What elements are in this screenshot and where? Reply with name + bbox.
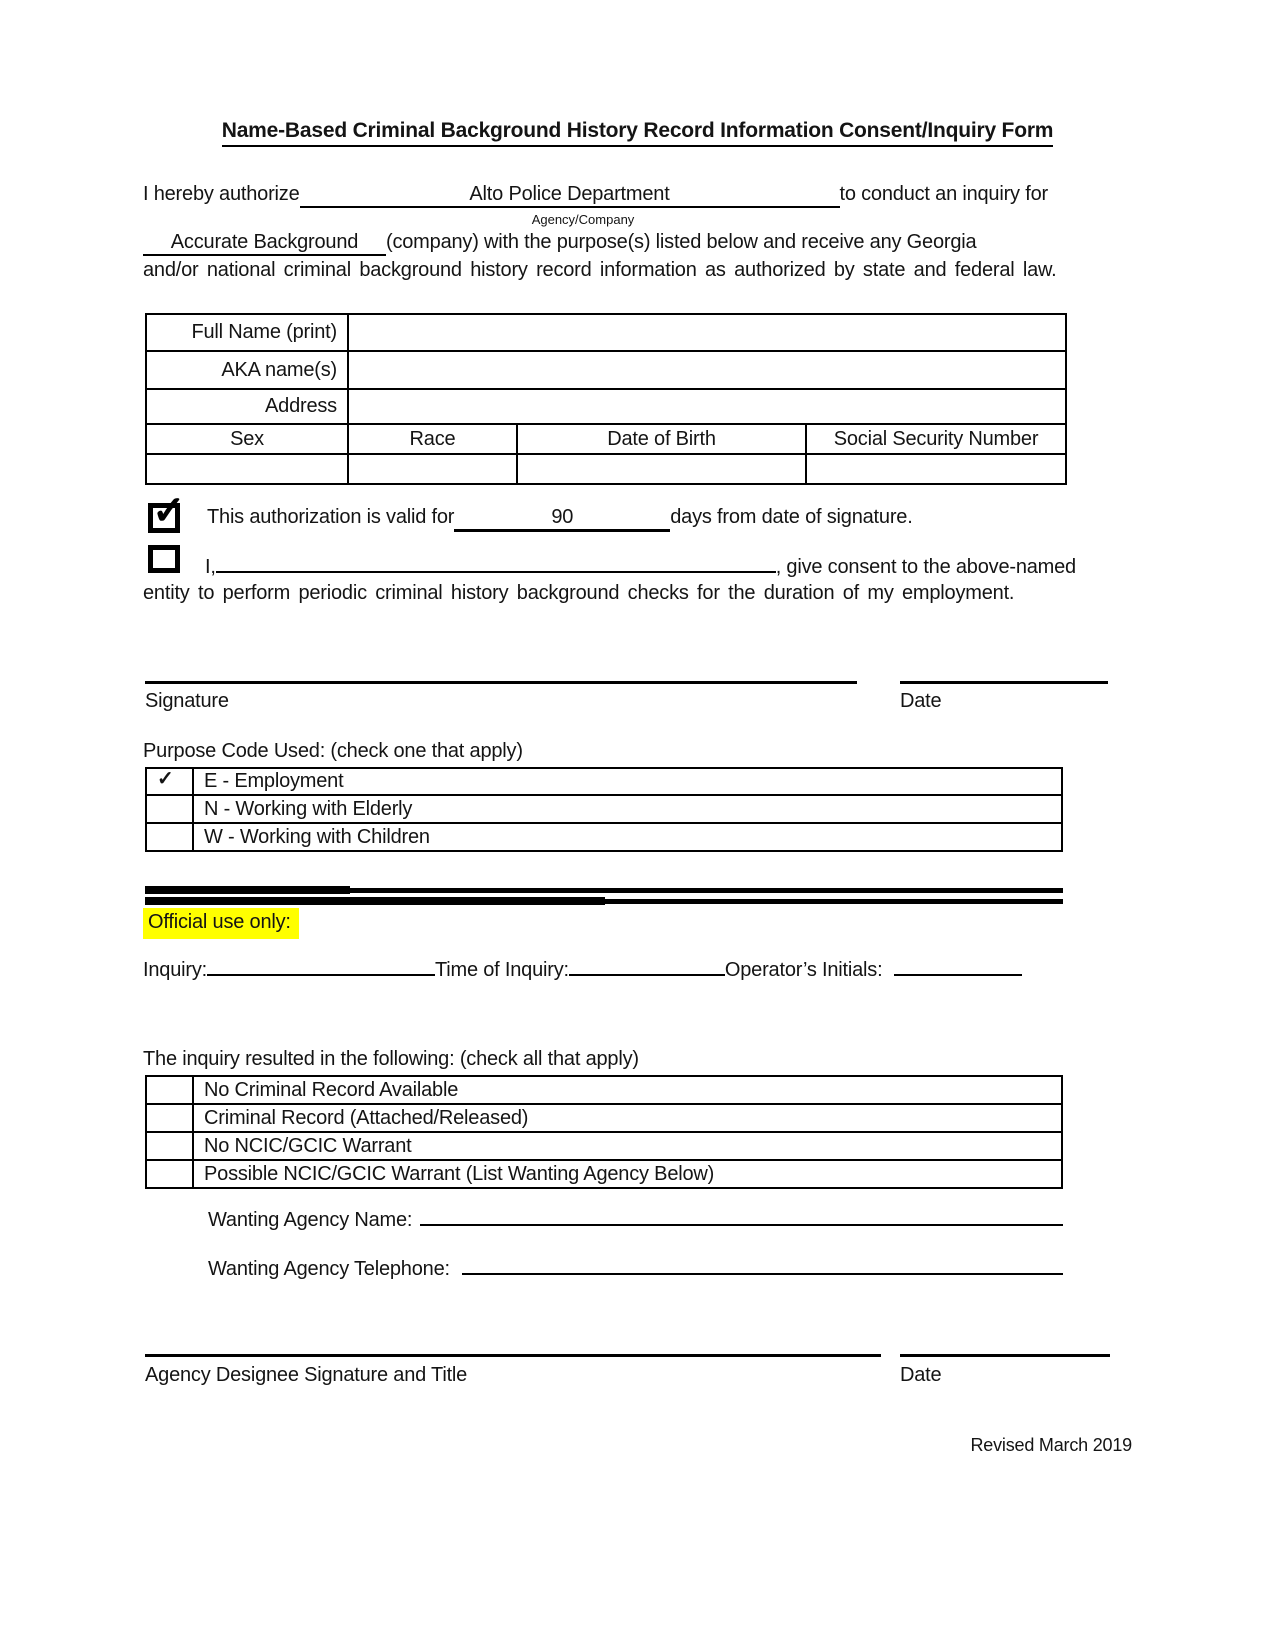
intro-line-1 (143, 182, 1048, 208)
purpose-heading: Purpose Code Used: (check one that apply) (143, 740, 523, 762)
result-possible-warrant-checkbox[interactable] (146, 1160, 193, 1188)
purpose-e-label: E - Employment (193, 768, 1062, 795)
intro-after-company: (company) with the purpose(s) listed below and receive any Georgia (386, 231, 977, 253)
validity-checkbox[interactable] (148, 489, 186, 533)
address-label: Address (146, 389, 348, 424)
aka-name-field[interactable] (348, 351, 1066, 389)
official-use-row (143, 908, 299, 939)
revised-note: Revised March 2019 (970, 1435, 1132, 1455)
intro-line-2 (143, 230, 976, 256)
wanting-agency-phone-label: Wanting Agency Telephone: (208, 1258, 450, 1280)
agency-company-caption: Agency/Company (531, 212, 635, 227)
result-no-warrant-checkbox[interactable] (146, 1132, 193, 1160)
purpose-table (145, 767, 1063, 852)
consent-line-2 (143, 581, 1014, 605)
ssn-header: Social Security Number (806, 424, 1066, 454)
agency-signature-line[interactable] (145, 1354, 881, 1357)
validity-line (207, 505, 913, 532)
sex-header: Sex (146, 424, 348, 454)
agency-date-line[interactable] (900, 1354, 1110, 1357)
validity-checkbox-checkmark-icon: ✓ (152, 489, 186, 533)
form-title-row (0, 119, 1275, 147)
result-record-attached-label: Criminal Record (Attached/Released) (193, 1104, 1062, 1132)
company-value: Accurate Background (170, 231, 359, 253)
consent-before: I, (205, 556, 216, 578)
section-divider-line (145, 897, 605, 905)
official-use-heading: Official use only: (143, 908, 299, 939)
company-field[interactable] (143, 230, 386, 256)
result-possible-warrant-label: Possible NCIC/GCIC Warrant (List Wanting Agency Below) (193, 1160, 1062, 1188)
date-line[interactable] (900, 681, 1108, 684)
inquiry-label: Inquiry: (143, 959, 207, 981)
wanting-agency-phone-field[interactable] (462, 1251, 1063, 1275)
operator-initials-field[interactable] (894, 952, 1022, 976)
validity-days-field[interactable] (454, 505, 670, 532)
purpose-n-label: N - Working with Elderly (193, 795, 1062, 823)
wanting-agency-name-label: Wanting Agency Name: (208, 1209, 413, 1231)
purpose-w-checkbox[interactable] (146, 823, 193, 851)
intro-line-3-text: and/or national criminal background history record information as authorized by state and federal law. (143, 259, 1057, 281)
purpose-n-checkbox[interactable] (146, 795, 193, 823)
aka-name-label: AKA name(s) (146, 351, 348, 389)
subject-info-table (145, 313, 1067, 485)
wanting-agency-phone-row (208, 1251, 1063, 1281)
address-field[interactable] (348, 389, 1066, 424)
inquiry-row (143, 952, 1022, 982)
consent-line-2-text: entity to perform periodic criminal history background checks for the duration of my employment. (143, 582, 1015, 604)
full-name-field[interactable] (348, 314, 1066, 351)
section-divider-line (145, 886, 350, 894)
ssn-field[interactable] (806, 454, 1066, 484)
form-title: Name-Based Criminal Background History Record Information Consent/Inquiry Form (222, 119, 1054, 147)
race-header: Race (348, 424, 517, 454)
intro-after-agency: to conduct an inquiry for (839, 183, 1048, 205)
intro-line-3 (143, 258, 1057, 282)
wanting-agency-name-field[interactable] (420, 1202, 1063, 1226)
consent-after: , give consent to the above-named (775, 556, 1076, 578)
signature-line[interactable] (145, 681, 857, 684)
agency-date-label: Date (900, 1364, 942, 1386)
wanting-agency-name-row (208, 1202, 1063, 1232)
race-field[interactable] (348, 454, 517, 484)
validity-after: days from date of signature. (670, 506, 913, 528)
intro-before-agency: I hereby authorize (143, 183, 300, 205)
agency-company-field[interactable] (300, 182, 840, 208)
dob-header: Date of Birth (517, 424, 806, 454)
result-record-attached-checkbox[interactable] (146, 1104, 193, 1132)
dob-field[interactable] (517, 454, 806, 484)
inquiry-field[interactable] (207, 952, 435, 976)
periodic-consent-checkbox[interactable] (148, 545, 180, 573)
agency-company-value: Alto Police Department (469, 183, 670, 205)
date-label: Date (900, 690, 942, 712)
results-table (145, 1075, 1063, 1189)
agency-signature-label: Agency Designee Signature and Title (145, 1364, 468, 1386)
purpose-e-checkbox[interactable] (146, 768, 193, 795)
consent-name-field[interactable] (216, 549, 776, 573)
time-of-inquiry-field[interactable] (569, 952, 725, 976)
time-of-inquiry-label: Time of Inquiry: (435, 959, 569, 981)
purpose-w-label: W - Working with Children (193, 823, 1062, 851)
results-heading: The inquiry resulted in the following: (check all that apply) (143, 1048, 639, 1070)
operator-initials-label: Operator’s Initials: (724, 959, 883, 981)
result-no-warrant-label: No NCIC/GCIC Warrant (193, 1132, 1062, 1160)
purpose-e-checkmark-icon: ✓ (157, 768, 174, 790)
validity-before: This authorization is valid for (207, 506, 455, 528)
result-no-record-label: No Criminal Record Available (193, 1076, 1062, 1104)
sex-field[interactable] (146, 454, 348, 484)
signature-label: Signature (145, 690, 229, 712)
validity-days-value: 90 (551, 506, 574, 528)
result-no-record-checkbox[interactable] (146, 1076, 193, 1104)
full-name-label: Full Name (print) (146, 314, 348, 351)
consent-line (205, 549, 1076, 579)
